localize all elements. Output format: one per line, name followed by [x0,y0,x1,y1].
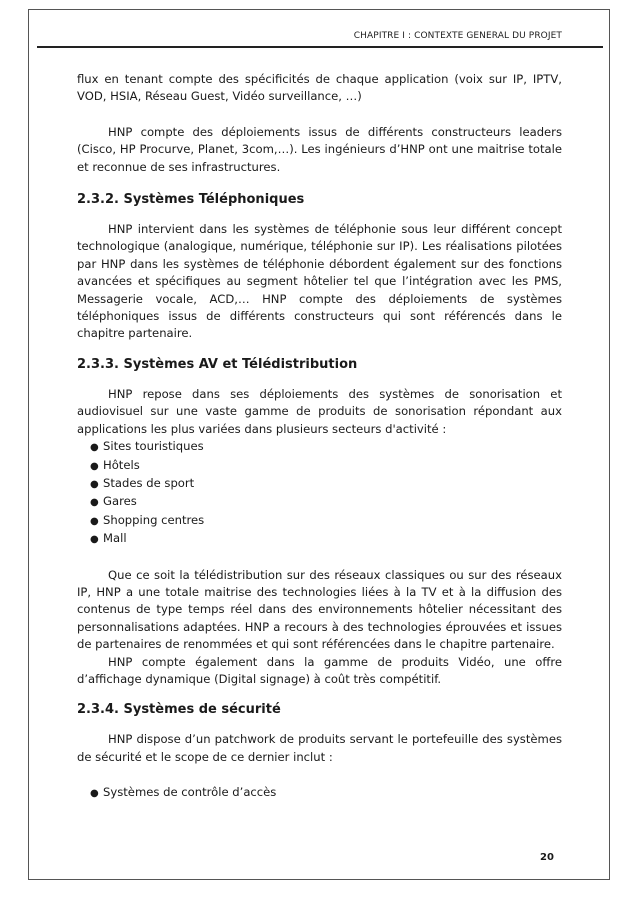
bullet-icon: ● [90,515,99,527]
bullet-list-sectors [77,438,562,548]
page-content [77,71,562,803]
paragraph: HNP repose dans ses déploiements des systèmes de sonorisation et audiovisuel sur une vaste gamme de produits de sonorisation répondant aux applications les plus variées dans plusieurs secteurs d'activité : [77,386,562,436]
bullet-icon: ● [90,460,99,472]
chapter-header: CHAPITRE I : CONTEXTE GENERAL DU PROJET [353,31,562,41]
section-heading-av: 2.3.3. Systèmes AV et Télédistribution [77,356,358,372]
paragraph: Que ce soit la télédistribution sur des réseaux classiques ou sur des réseaux IP, HNP a une totale maitrise des technologies liées à la TV et à la diffusion des contenus de type temps réel dans des environnements hôtelier nécessitant des personnalisations adaptées. HNP a recours à des technologies éprouvées et issues de partenaires de renommées et qui sont référencées dans le chapitre partenaire. [77,567,562,652]
bullet-icon: ● [90,534,99,546]
paragraph: HNP compte également dans la gamme de produits Vidéo, une offre d’affichage dynamique (Digital signage) à coût très compétitif. [77,654,562,686]
paragraph: flux en tenant compte des spécificités de chaque application (voix sur IP, IPTV, VOD, HSIA, Réseau Guest, Vidéo surveillance, …) [77,72,562,104]
page-number: 20 [540,852,554,863]
paragraph: HNP intervient dans les systèmes de téléphonie sous leur différent concept technologique (analogique, numérique, téléphonie sur IP). Les réalisations pilotées par HNP dans les systèmes de téléphonie débordent également sur des fonctions avancées et spécifiques au segment hôtelier tel que l’intégration avec les PMS, Messagerie vocale, ACD,… HNP compte des déploiements de systèmes téléphoniques issus de différents constructeurs qui sont référencés dans le chapitre partenaire. [77,222,562,341]
list-item: ● Hôtels [77,457,562,475]
section-heading-telephony: 2.3.2. Systèmes Téléphoniques [77,192,305,208]
list-item: ● Stades de sport [77,475,562,493]
header-rule [37,46,603,48]
bullet-icon: ● [90,442,99,454]
bullet-list-security [77,784,562,802]
paragraph: HNP compte des déploiements issus de différents constructeurs leaders (Cisco, HP Procurve, Planet, 3com,…). Les ingénieurs d’HNP ont une maitrise totale et reconnue de ses infrastructures. [77,124,562,174]
list-item: ● Shopping centres [77,512,562,530]
paragraph: HNP dispose d’un patchwork de produits servant le portefeuille des systèmes de sécurité et le scope de ce dernier inclut : [77,732,562,764]
bullet-icon: ● [90,478,99,490]
list-item: ● Sites touristiques [77,438,562,456]
bullet-icon: ● [90,497,99,509]
list-item: ● Systèmes de contrôle d’accès [77,784,562,802]
section-heading-security: 2.3.4. Systèmes de sécurité [77,702,281,718]
list-item: ● Mall [77,530,562,548]
list-item: ● Gares [77,493,562,511]
bullet-icon: ● [90,788,99,800]
